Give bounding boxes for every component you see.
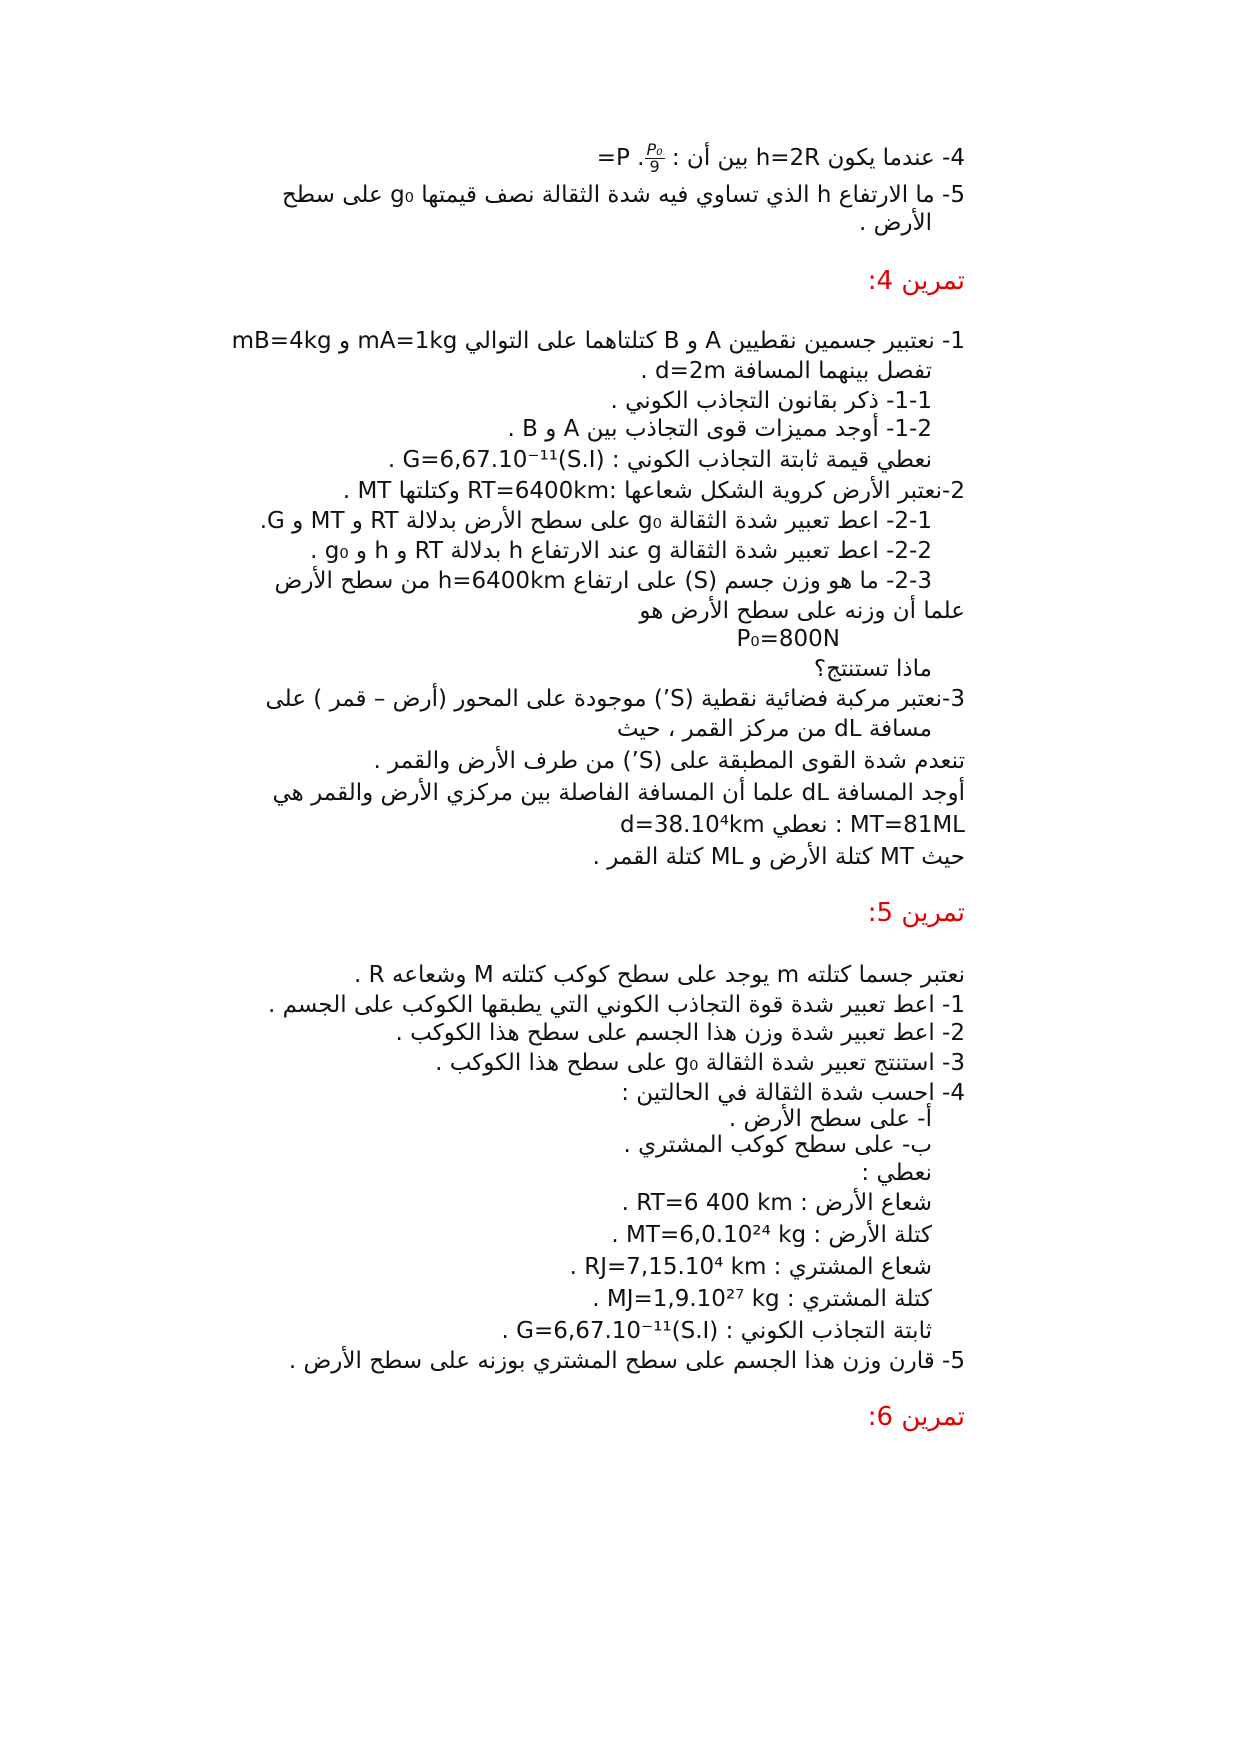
- exercise-5-heading: تمرين 5:: [867, 898, 965, 928]
- e5-q3: 3- استنتج تعبير شدة الثقالة g₀ على سطح هذا الكوكب .: [435, 1050, 965, 1076]
- e4-q21: 2-1- اعط تعبير شدة الثقالة g₀ على سطح الأرض بدلالة RT و MT و G.: [259, 508, 932, 534]
- e5-q4b: ب- على سطح كوكب المشتري .: [623, 1132, 932, 1158]
- e4-q1-line2: تفصل بينهما المسافة d=2m .: [640, 358, 932, 384]
- e5-jupiter-radius: شعاع المشتري : RJ=7,15.10⁴ km .: [569, 1254, 932, 1280]
- e4-q22: 2-2- اعط تعبير شدة الثقالة g عند الارتفاع h بدلالة RT و h و g₀ .: [310, 538, 932, 564]
- e4-q3-line4: أوجد المسافة dL علما أن المسافة الفاصلة بين مركزي الأرض والقمر هي: [272, 780, 965, 806]
- e5-earth-radius: شعاع الأرض : RT=6 400 km .: [621, 1190, 932, 1216]
- e4-q2: 2-نعتبر الأرض كروية الشكل شعاعها :RT=6400km وكتلتها MT .: [342, 478, 965, 504]
- e4-q23-cont: علما أن وزنه على سطح الأرض هو: [639, 598, 965, 624]
- q4-tail: . P=: [596, 145, 645, 171]
- e4-q23: 2-3- ما هو وزن جسم (S) على ارتفاع h=6400km من سطح الأرض: [274, 568, 932, 594]
- e5-given: نعطي :: [861, 1160, 932, 1186]
- e5-q5: 5- قارن وزن هذا الجسم على سطح المشتري بوزنه على سطح الأرض .: [288, 1348, 965, 1374]
- e4-q3-line1: 3-نعتبر مركبة فضائية نقطية (S’) موجودة على المحور (أرض – قمر ) على: [265, 686, 965, 712]
- e4-q3-line2: مسافة dL من مركز القمر ، حيث: [616, 716, 932, 742]
- q4-text: 4- عندما يكون h=2R بين أن :: [671, 145, 965, 171]
- e5-q4a: أ- على سطح الأرض .: [728, 1106, 932, 1132]
- e4-q12: 1-2- أوجد مميزات قوى التجاذب بين A و B .: [507, 416, 932, 442]
- e4-q11: 1-1- ذكر بقانون التجاذب الكوني .: [610, 388, 932, 414]
- e5-jupiter-mass: كتلة المشتري : MJ=1,9.10²⁷ kg .: [592, 1286, 932, 1312]
- q4-line: [597, 142, 965, 175]
- e4-q1-line1: 1- نعتبير جسمين نقطيين A و B كتلتاهما على التوالي mA=1kg و mB=4kg: [231, 328, 965, 354]
- e4-q3-line6: حيث MT كتلة الأرض و ML كتلة القمر .: [592, 844, 965, 870]
- e5-q1: 1- اعط تعبير شدة قوة التجاذب الكوني التي يطبقها الكوكب على الجسم .: [267, 992, 965, 1018]
- e5-constant-g: ثابتة التجاذب الكوني : G=6,67.10⁻¹¹(S.I) .: [501, 1318, 932, 1344]
- e4-constant-g: نعطي قيمة ثابتة التجاذب الكوني : G=6,67.10⁻¹¹(S.I) .: [387, 447, 932, 473]
- exercise-6-heading: تمرين 6:: [867, 1402, 965, 1432]
- q5-line: 5- ما الارتفاع h الذي تساوي فيه شدة الثقالة نصف قيمتها g₀ على سطح: [281, 182, 965, 208]
- e5-q2: 2- اعط تعبير شدة وزن هذا الجسم على سطح هذا الكوكب .: [395, 1020, 965, 1046]
- e5-intro: نعتبر جسما كتلته m يوجد على سطح كوكب كتلته M وشعاعه R .: [354, 962, 965, 988]
- q5-line-cont: الأرض .: [858, 210, 932, 236]
- exercise-4-heading: تمرين 4:: [867, 266, 965, 296]
- e5-earth-mass: كتلة الأرض : MT=6,0.10²⁴ kg .: [611, 1222, 932, 1248]
- e4-q3-line3: تنعدم شدة القوى المطبقة على (S’) من طرف الأرض والقمر .: [373, 748, 965, 774]
- e4-p0: P₀=800N: [736, 626, 840, 652]
- fraction: $\frac{\text{P₀}}{9}$: [646, 140, 663, 176]
- e4-q3-line5: d=38.10⁴km نعطي : MT=81ML: [620, 812, 965, 838]
- e5-q4: 4- احسب شدة الثقالة في الحالتين :: [621, 1080, 965, 1106]
- e4-question: ماذا تستنتج؟: [813, 656, 932, 682]
